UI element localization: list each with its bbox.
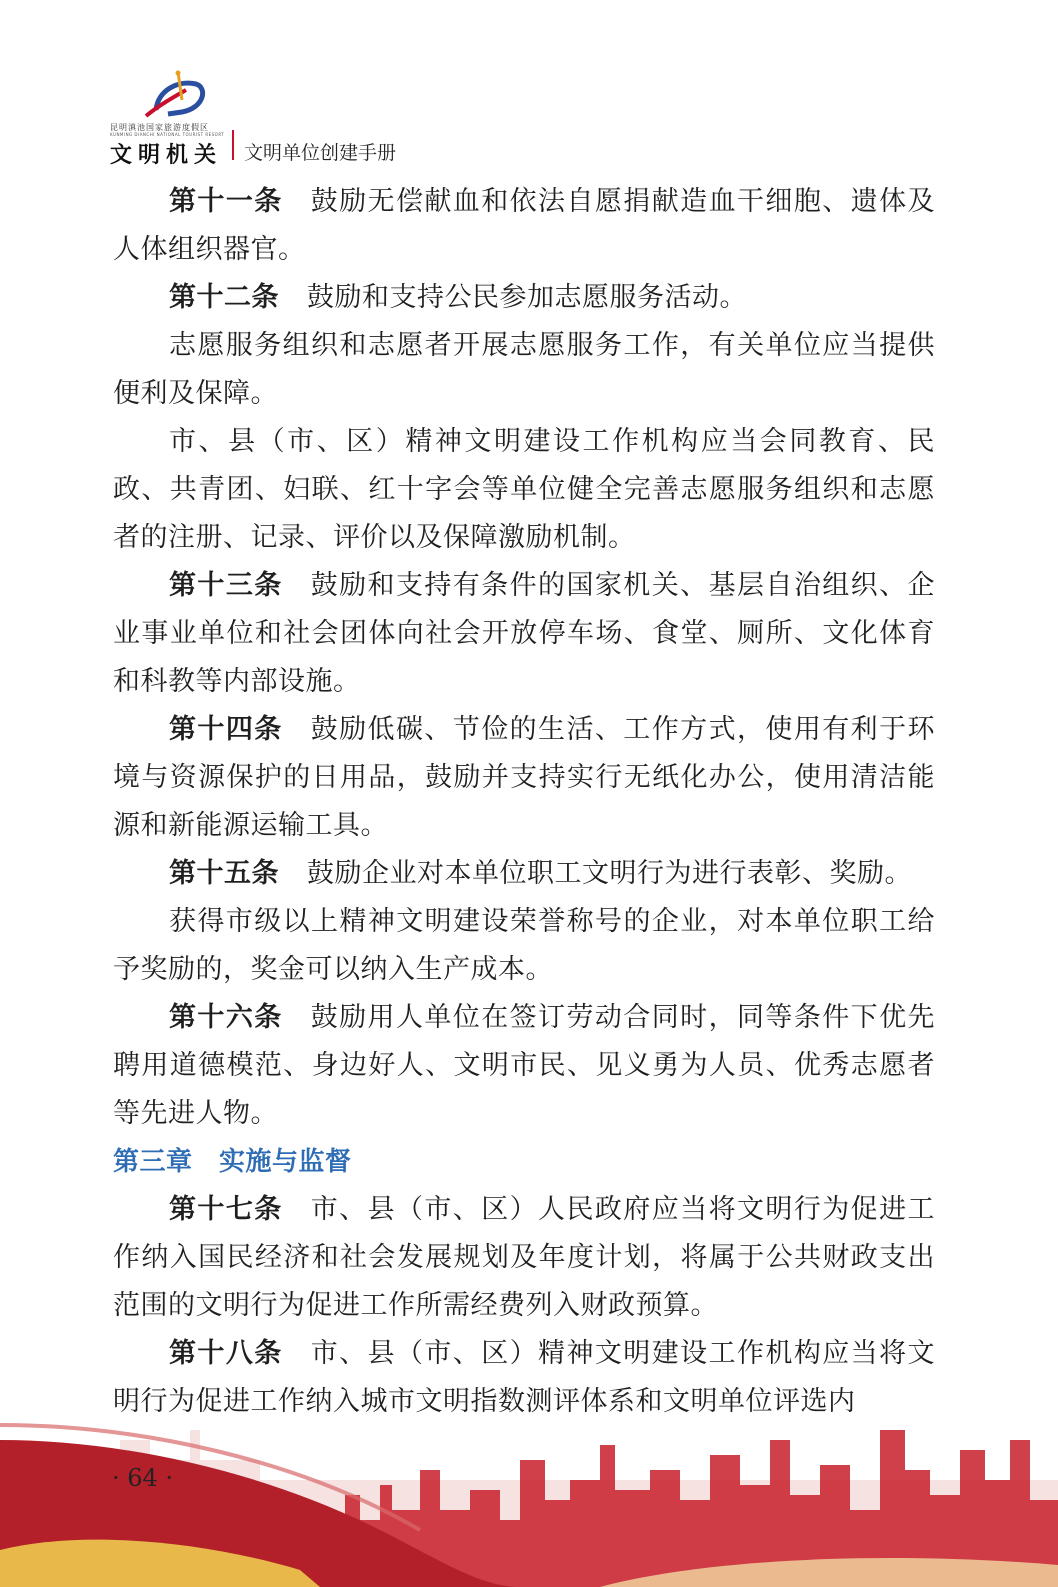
resort-logo-icon <box>138 70 208 122</box>
logo-subtitle: 昆明滇池国家旅游度假区 <box>110 123 209 132</box>
paragraph-text: 市、县（市、区）精神文明建设工作机构应当将文明行为促进工作纳入城市文明指数测评体系和文明单位评选内 <box>113 1338 936 1417</box>
paragraph <box>113 850 935 898</box>
article-number: 第十二条 <box>169 282 279 313</box>
paragraph <box>113 322 935 418</box>
paragraph <box>113 898 935 994</box>
handbook-title: 文明单位创建手册 <box>244 142 397 164</box>
header-divider <box>232 130 234 160</box>
article-number: 第十四条 <box>169 714 283 745</box>
paragraph <box>113 706 935 850</box>
paragraph-text: 鼓励无偿献血和依法自愿捐献造血干细胞、遗体及人体组织器官。 <box>113 186 936 265</box>
paragraph-text: 鼓励用人单位在签订劳动合同时，同等条件下优先聘用道德模范、身边好人、文明市民、见义勇为人员、优秀志愿者等先进人物。 <box>113 1002 936 1129</box>
chapter-heading: 第三章 实施与监督 <box>113 1147 352 1177</box>
page-number: · 64 · <box>112 1464 174 1492</box>
logo-subtitle-en: KUNMING DIANCHI NATIONAL TOURIST RESORT <box>110 132 225 137</box>
paragraph <box>113 1186 935 1330</box>
article-number: 第十七条 <box>169 1194 283 1225</box>
org-title: 文明机关 <box>110 143 223 168</box>
paragraph <box>113 562 935 706</box>
paragraph <box>113 274 935 322</box>
article-number: 第十六条 <box>169 1002 283 1033</box>
paragraph <box>113 418 935 562</box>
paragraph-text: 鼓励企业对本单位职工文明行为进行表彰、奖励。 <box>307 858 912 889</box>
article-number: 第十三条 <box>169 570 283 601</box>
paragraph <box>113 178 935 274</box>
paragraph-text: 获得市级以上精神文明建设荣誉称号的企业，对本单位职工给予奖励的，奖金可以纳入生产成本。 <box>113 906 935 985</box>
city-skyline-decoration <box>0 1400 1058 1587</box>
paragraph-text: 市、县（市、区）人民政府应当将文明行为促进工作纳入国民经济和社会发展规划及年度计划，将属于公共财政支出范围的文明行为促进工作所需经费列入财政预算。 <box>113 1194 936 1321</box>
body-text <box>113 178 935 1426</box>
paragraph-text: 鼓励和支持有条件的国家机关、基层自治组织、企业事业单位和社会团体向社会开放停车场、食堂、厕所、文化体育和科教等内部设施。 <box>113 570 936 697</box>
article-number: 第十五条 <box>169 858 279 889</box>
paragraph <box>113 994 935 1138</box>
paragraph-text: 市、县（市、区）精神文明建设工作机构应当会同教育、民政、共青团、妇联、红十字会等单位健全完善志愿服务组织和志愿者的注册、记录、评价以及保障激励机制。 <box>113 426 935 553</box>
paragraph-text: 志愿服务组织和志愿者开展志愿服务工作，有关单位应当提供便利及保障。 <box>113 330 935 409</box>
article-number: 第十一条 <box>169 186 283 217</box>
paragraph-text: 鼓励和支持公民参加志愿服务活动。 <box>307 282 747 313</box>
page-header <box>110 70 510 170</box>
paragraph-text: 鼓励低碳、节俭的生活、工作方式，使用有利于环境与资源保护的日用品，鼓励并支持实行无纸化办公，使用清洁能源和新能源运输工具。 <box>113 714 936 841</box>
article-number: 第十八条 <box>169 1338 283 1369</box>
